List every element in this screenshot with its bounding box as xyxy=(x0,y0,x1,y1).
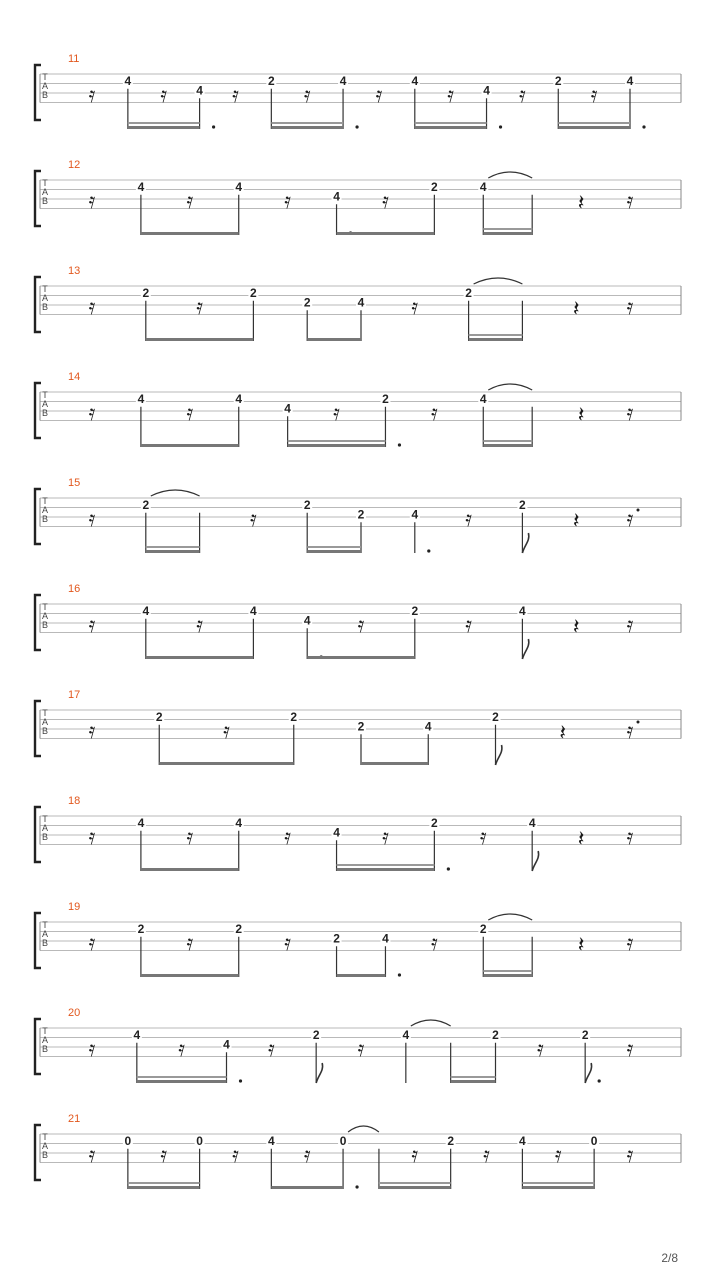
tab-clef-letter: B xyxy=(41,938,49,948)
note-dot xyxy=(398,973,401,976)
tab-clef-letter: A xyxy=(41,823,49,833)
beam-primary xyxy=(271,1186,343,1189)
fret-number: 0 xyxy=(339,1133,347,1148)
note-dot xyxy=(355,1185,358,1188)
beam-secondary xyxy=(137,1076,227,1078)
sixteenth-rest-icon: 𝄿 xyxy=(411,1143,419,1168)
sixteenth-rest-icon: 𝄿 xyxy=(88,1037,96,1062)
sixteenth-rest-icon: 𝄿 xyxy=(465,507,472,532)
tab-clef-letter: T xyxy=(42,496,48,506)
tab-clef-letter: T xyxy=(42,920,48,930)
fret-number: 4 xyxy=(235,815,243,830)
fret-number: 2 xyxy=(290,709,298,724)
fret-number: 4 xyxy=(223,1037,230,1052)
measure-number: 19 xyxy=(68,901,81,913)
fret-number: 4 xyxy=(402,1027,410,1042)
sixteenth-rest-icon: 𝄿 xyxy=(88,295,96,320)
fret-number: 4 xyxy=(411,73,419,88)
beam-secondary xyxy=(337,864,435,866)
fret-number: 2 xyxy=(155,709,163,724)
beam-secondary xyxy=(128,122,200,124)
beam-primary xyxy=(146,338,254,341)
beam-primary xyxy=(379,1186,451,1189)
beam-primary xyxy=(141,868,239,871)
fret-number: 2 xyxy=(479,921,487,936)
rest-dot xyxy=(637,721,640,724)
beam-primary xyxy=(558,126,630,129)
tab-clef-letter: T xyxy=(42,178,48,188)
sixteenth-rest-icon: 𝄿 xyxy=(303,83,311,108)
tie-arc xyxy=(348,1126,379,1132)
quarter-rest-icon: 𝄽 xyxy=(577,403,585,428)
note-flag xyxy=(316,1063,322,1083)
tie-arc xyxy=(151,490,200,496)
sixteenth-rest-icon: 𝄿 xyxy=(88,83,96,108)
beam-primary xyxy=(141,232,239,235)
tab-clef-letter: A xyxy=(41,929,49,939)
fret-number: 4 xyxy=(519,603,526,618)
fret-number: 4 xyxy=(142,603,150,618)
fret-number: 2 xyxy=(411,603,419,618)
fret-number: 2 xyxy=(431,179,438,194)
tab-clef-letter: T xyxy=(42,814,48,824)
fret-number: 4 xyxy=(479,391,487,406)
fret-number: 4 xyxy=(235,391,243,406)
fret-number: 4 xyxy=(479,179,487,194)
sixteenth-rest-icon: 𝄿 xyxy=(178,1037,186,1062)
sixteenth-rest-icon: 𝄿 xyxy=(357,613,365,638)
tab-clef-letter: A xyxy=(41,81,49,91)
quarter-rest-icon: 𝄽 xyxy=(577,191,585,216)
tab-clef-letter: A xyxy=(41,187,49,197)
sixteenth-rest-icon: 𝄿 xyxy=(483,1143,490,1168)
fret-number: 2 xyxy=(519,497,526,512)
tab-system-14 xyxy=(35,371,681,447)
sixteenth-rest-icon: 𝄿 xyxy=(186,401,194,426)
measure-number: 12 xyxy=(68,159,81,171)
tab-clef-letter: A xyxy=(41,505,49,515)
fret-number: 2 xyxy=(137,921,145,936)
sixteenth-rest-icon: 𝄿 xyxy=(375,83,383,108)
fret-number: 0 xyxy=(124,1133,132,1148)
sixteenth-rest-icon: 𝄿 xyxy=(88,931,96,956)
sixteenth-rest-icon: 𝄿 xyxy=(160,83,168,108)
measure-number: 13 xyxy=(68,265,81,277)
fret-number: 4 xyxy=(626,73,634,88)
fret-number: 2 xyxy=(357,507,365,522)
sixteenth-rest-icon: 𝄿 xyxy=(88,613,96,638)
fret-number: 4 xyxy=(124,73,132,88)
note-dot xyxy=(355,125,358,128)
fret-number: 4 xyxy=(339,73,347,88)
tab-clef-letter: B xyxy=(41,302,49,312)
quarter-rest-icon: 𝄽 xyxy=(572,615,580,640)
fret-number: 2 xyxy=(554,73,562,88)
sixteenth-rest-icon: 𝄿 xyxy=(223,719,230,744)
rest-dot xyxy=(637,509,640,512)
sixteenth-rest-icon: 𝄿 xyxy=(626,825,634,850)
tab-clef-letter: B xyxy=(41,90,49,100)
fret-number: 0 xyxy=(196,1133,203,1148)
sixteenth-rest-icon: 𝄿 xyxy=(447,83,455,108)
tab-clef-letter: T xyxy=(42,1132,48,1142)
fret-number: 2 xyxy=(431,815,438,830)
fret-number: 4 xyxy=(303,613,311,628)
quarter-rest-icon: 𝄽 xyxy=(577,827,585,852)
measure-number: 21 xyxy=(68,1113,81,1125)
note-dot xyxy=(427,549,430,552)
note-flag xyxy=(585,1063,591,1083)
beam-primary xyxy=(307,656,415,659)
tab-clef-letter: B xyxy=(41,620,49,630)
sixteenth-rest-icon: 𝄿 xyxy=(382,825,389,850)
beam-secondary xyxy=(483,970,532,972)
beam-primary xyxy=(483,232,532,235)
beam-primary xyxy=(415,126,487,129)
fret-number: 4 xyxy=(137,391,145,406)
sixteenth-rest-icon: 𝄿 xyxy=(284,825,292,850)
fret-number: 2 xyxy=(303,295,311,310)
sixteenth-rest-icon: 𝄿 xyxy=(196,295,203,320)
tab-clef-letter: A xyxy=(41,399,49,409)
fret-number: 4 xyxy=(411,507,419,522)
fret-number: 4 xyxy=(137,815,145,830)
sixteenth-rest-icon: 𝄿 xyxy=(626,1037,634,1062)
beam-secondary xyxy=(469,334,523,336)
beam-primary xyxy=(469,338,523,341)
note-dot xyxy=(212,125,215,128)
measure-number: 18 xyxy=(68,795,81,807)
beam-primary xyxy=(288,444,386,447)
sixteenth-rest-icon: 𝄿 xyxy=(411,295,419,320)
tab-clef-letter: T xyxy=(42,72,48,82)
tab-clef-letter: B xyxy=(41,196,49,206)
tie-arc xyxy=(488,172,532,178)
beam-primary xyxy=(307,550,361,553)
note-dot xyxy=(499,125,502,128)
fret-number: 2 xyxy=(492,1027,499,1042)
note-flag xyxy=(522,533,528,553)
note-dot xyxy=(239,1079,242,1082)
sixteenth-rest-icon: 𝄿 xyxy=(284,189,292,214)
quarter-rest-icon: 𝄽 xyxy=(577,933,585,958)
fret-number: 4 xyxy=(519,1133,526,1148)
measure-number: 11 xyxy=(68,53,80,65)
sixteenth-rest-icon: 𝄿 xyxy=(88,507,96,532)
quarter-rest-icon: 𝄽 xyxy=(572,297,580,322)
fret-number: 4 xyxy=(267,1133,275,1148)
sixteenth-rest-icon: 𝄿 xyxy=(333,401,340,426)
tab-clef-letter: B xyxy=(41,408,49,418)
fret-number: 2 xyxy=(581,1027,589,1042)
beam-primary xyxy=(361,762,428,765)
fret-number: 2 xyxy=(333,931,340,946)
sixteenth-rest-icon: 𝄿 xyxy=(465,613,472,638)
tab-clef-letter: B xyxy=(41,832,49,842)
quarter-rest-icon: 𝄽 xyxy=(559,721,567,746)
fret-number: 4 xyxy=(196,83,203,98)
tab-clef-letter: A xyxy=(41,293,49,303)
measure-number: 16 xyxy=(68,583,81,595)
beam-primary xyxy=(307,338,361,341)
tab-clef-letter: A xyxy=(41,717,49,727)
note-flag xyxy=(522,639,528,659)
beam-primary xyxy=(337,974,386,977)
tab-clef-letter: B xyxy=(41,726,49,736)
fret-number: 4 xyxy=(284,401,291,416)
fret-number: 4 xyxy=(235,179,243,194)
beam-secondary xyxy=(288,440,386,442)
sixteenth-rest-icon: 𝄿 xyxy=(626,189,634,214)
page-number: 2/8 xyxy=(661,1251,678,1265)
note-flag xyxy=(532,851,538,871)
measure-number: 20 xyxy=(68,1007,81,1019)
note-dot xyxy=(642,125,645,128)
tab-system-13 xyxy=(35,265,681,341)
sixteenth-rest-icon: 𝄿 xyxy=(186,931,194,956)
tab-system-15 xyxy=(35,477,681,553)
tie-arc xyxy=(488,914,532,920)
tab-clef-letter: T xyxy=(42,284,48,294)
sixteenth-rest-icon: 𝄿 xyxy=(160,1143,168,1168)
tie-arc xyxy=(488,384,532,390)
fret-number: 2 xyxy=(465,285,472,300)
beam-secondary xyxy=(558,122,630,124)
beam-secondary xyxy=(483,440,532,442)
beam-secondary xyxy=(379,1182,451,1184)
beam-primary xyxy=(141,444,239,447)
beam-primary xyxy=(522,1186,594,1189)
tab-clef-letter: T xyxy=(42,708,48,718)
sixteenth-rest-icon: 𝄿 xyxy=(626,1143,634,1168)
sixteenth-rest-icon: 𝄿 xyxy=(536,1037,544,1062)
beam-primary xyxy=(271,126,343,129)
fret-number: 2 xyxy=(357,719,365,734)
sixteenth-rest-icon: 𝄿 xyxy=(626,613,634,638)
fret-number: 2 xyxy=(235,921,243,936)
sixteenth-rest-icon: 𝄿 xyxy=(88,1143,96,1168)
fret-number: 2 xyxy=(492,709,499,724)
tie-arc xyxy=(411,1020,451,1026)
beam-primary xyxy=(337,868,435,871)
fret-number: 2 xyxy=(447,1133,455,1148)
fret-number: 0 xyxy=(590,1133,598,1148)
tab-system-16 xyxy=(35,583,681,659)
tab-system-12 xyxy=(35,159,681,235)
sixteenth-rest-icon: 𝄿 xyxy=(232,83,239,108)
beam-primary xyxy=(337,232,435,235)
beam-primary xyxy=(128,126,200,129)
beam-primary xyxy=(159,762,294,765)
sixteenth-rest-icon: 𝄿 xyxy=(88,189,96,214)
sixteenth-rest-icon: 𝄿 xyxy=(186,825,194,850)
sixteenth-rest-icon: 𝄿 xyxy=(267,1037,275,1062)
sixteenth-rest-icon: 𝄿 xyxy=(196,613,203,638)
beam-secondary xyxy=(483,228,532,230)
beam-secondary xyxy=(451,1076,496,1078)
measure-number: 17 xyxy=(68,689,81,701)
beam-primary xyxy=(146,550,200,553)
note-dot xyxy=(598,1079,601,1082)
tab-system-11 xyxy=(35,53,681,129)
fret-number: 4 xyxy=(528,815,536,830)
fret-number: 4 xyxy=(483,83,490,98)
sixteenth-rest-icon: 𝄿 xyxy=(554,1143,562,1168)
sixteenth-rest-icon: 𝄿 xyxy=(590,83,598,108)
quarter-rest-icon: 𝄽 xyxy=(572,509,580,534)
sixteenth-rest-icon: 𝄿 xyxy=(357,1037,365,1062)
tab-clef-letter: T xyxy=(42,602,48,612)
fret-number: 4 xyxy=(133,1027,141,1042)
sixteenth-rest-icon: 𝄿 xyxy=(626,401,634,426)
fret-number: 4 xyxy=(424,719,432,734)
fret-number: 2 xyxy=(303,497,311,512)
tab-clef-letter: B xyxy=(41,1150,49,1160)
fret-number: 4 xyxy=(382,931,389,946)
tie-arc xyxy=(474,278,523,284)
sixteenth-rest-icon: 𝄿 xyxy=(186,189,194,214)
sixteenth-rest-icon: 𝄿 xyxy=(88,825,96,850)
sixteenth-rest-icon: 𝄿 xyxy=(626,295,634,320)
beam-secondary xyxy=(415,122,487,124)
sixteenth-rest-icon: 𝄿 xyxy=(430,401,438,426)
beam-primary xyxy=(137,1080,227,1083)
tab-clef-letter: B xyxy=(41,514,49,524)
tab-clef-letter: T xyxy=(42,1026,48,1036)
fret-number: 2 xyxy=(382,391,389,406)
tab-system-20 xyxy=(35,1007,681,1083)
fret-number: 4 xyxy=(137,179,145,194)
sixteenth-rest-icon: 𝄿 xyxy=(88,401,96,426)
note-dot xyxy=(447,867,450,870)
sixteenth-rest-icon: 𝄿 xyxy=(626,719,634,744)
tab-system-21 xyxy=(35,1113,681,1189)
sixteenth-rest-icon: 𝄿 xyxy=(88,719,96,744)
tab-clef-letter: A xyxy=(41,611,49,621)
measure-number: 14 xyxy=(68,371,81,383)
sixteenth-rest-icon: 𝄿 xyxy=(284,931,292,956)
beam-primary xyxy=(128,1186,200,1189)
fret-number: 4 xyxy=(333,825,340,840)
sixteenth-rest-icon: 𝄿 xyxy=(479,825,487,850)
sixteenth-rest-icon: 𝄿 xyxy=(382,189,389,214)
tab-clef-letter: A xyxy=(41,1141,49,1151)
sixteenth-rest-icon: 𝄿 xyxy=(626,931,634,956)
note-dot xyxy=(398,443,401,446)
tab-system-17 xyxy=(35,689,681,765)
beam-secondary xyxy=(307,546,361,548)
beam-primary xyxy=(451,1080,496,1083)
note-flag xyxy=(496,745,502,765)
tab-clef-letter: T xyxy=(42,390,48,400)
sixteenth-rest-icon: 𝄿 xyxy=(303,1143,311,1168)
fret-number: 4 xyxy=(333,189,340,204)
fret-number: 4 xyxy=(357,295,365,310)
beam-secondary xyxy=(271,122,343,124)
beam-primary xyxy=(483,444,532,447)
measure-number: 15 xyxy=(68,477,81,489)
fret-number: 4 xyxy=(250,603,257,618)
beam-primary xyxy=(146,656,254,659)
fret-number: 2 xyxy=(250,285,257,300)
beam-secondary xyxy=(522,1182,594,1184)
tab-system-18 xyxy=(35,795,681,871)
fret-number: 2 xyxy=(267,73,275,88)
tab-clef-letter: A xyxy=(41,1035,49,1045)
beam-secondary xyxy=(146,546,200,548)
sixteenth-rest-icon: 𝄿 xyxy=(250,507,257,532)
tab-system-19 xyxy=(35,901,681,977)
beam-secondary xyxy=(128,1182,200,1184)
fret-number: 2 xyxy=(142,285,150,300)
fret-number: 2 xyxy=(142,497,150,512)
sixteenth-rest-icon: 𝄿 xyxy=(626,507,634,532)
beam-primary xyxy=(483,974,532,977)
sixteenth-rest-icon: 𝄿 xyxy=(232,1143,239,1168)
fret-number: 2 xyxy=(312,1027,320,1042)
tab-clef-letter: B xyxy=(41,1044,49,1054)
sixteenth-rest-icon: 𝄿 xyxy=(430,931,438,956)
beam-primary xyxy=(141,974,239,977)
sixteenth-rest-icon: 𝄿 xyxy=(519,83,526,108)
